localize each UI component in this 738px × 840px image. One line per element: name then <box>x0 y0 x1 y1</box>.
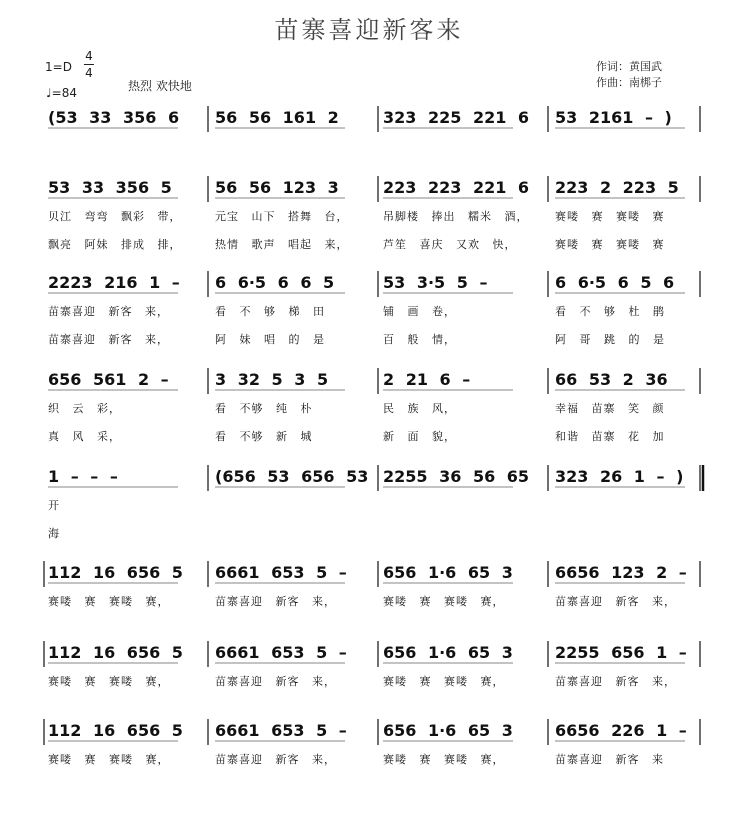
lyric-text: 苗寨喜迎 新客 来 <box>555 753 664 766</box>
measure-notes: 112 16 656 5 <box>48 563 183 582</box>
lyric-text: 热情 歌声 唱起 来， <box>215 238 349 251</box>
measure-notes: 656 561 2 – <box>48 370 169 389</box>
lyric-text: 看 不够 纯 朴 <box>215 402 313 415</box>
lyric-text: 元宝 山下 搭舞 台， <box>215 210 349 223</box>
lyric-text: 看 不 够 杜 鹃 <box>555 305 665 318</box>
measure-notes: (53 33 356 6 <box>48 108 180 127</box>
lyric-text: 真 风 采， <box>48 430 121 443</box>
lyric-text: 苗寨喜迎 新客 来， <box>48 305 169 318</box>
measure-notes: 2255 36 56 65 <box>383 467 530 486</box>
lyric-text: 苗寨喜迎 新客 来， <box>555 675 676 688</box>
lyric-text: 苗寨喜迎 新客 来， <box>48 333 169 346</box>
lyric-text: 织 云 彩， <box>48 402 121 415</box>
lyric-text: 贝江 弯弯 飘彩 带， <box>48 210 182 223</box>
measure-notes: 6 6·5 6 5 6 <box>555 273 675 292</box>
lyric-text: 赛喽 赛 赛喽 赛， <box>383 675 505 688</box>
measure-notes: 112 16 656 5 <box>48 643 183 662</box>
measure-notes: 223 2 223 5 <box>555 178 679 197</box>
lyric-text: 苗寨喜迎 新客 来， <box>215 675 336 688</box>
tempo-marking: ♩=84 <box>46 86 77 100</box>
measure-notes: 53 3·5 5 – <box>383 273 488 292</box>
measure-notes: 656 1·6 65 3 <box>383 643 513 662</box>
song-title: 苗寨喜迎新客来 <box>274 16 464 44</box>
measure-notes: 2255 656 1 – <box>555 643 687 662</box>
lyric-text: 海 <box>48 527 60 540</box>
time-signature-bottom: 4 <box>85 66 93 80</box>
lyric-text: 苗寨喜迎 新客 来， <box>215 753 336 766</box>
lyric-text: 新 面 貌， <box>383 430 456 443</box>
lyric-text: 赛喽 赛 赛喽 赛， <box>48 753 170 766</box>
measure-notes: 6656 123 2 – <box>555 563 687 582</box>
time-signature-top: 4 <box>85 49 93 63</box>
measure-notes: 6661 653 5 – <box>215 721 347 740</box>
measure-notes: 2 21 6 – <box>383 370 471 389</box>
measure-notes: 223 223 221 6 <box>383 178 530 197</box>
measure-notes: 66 53 2 36 <box>555 370 668 389</box>
lyric-text: 阿 哥 跳 的 是 <box>555 333 665 346</box>
measure-notes: 6661 653 5 – <box>215 643 347 662</box>
lyric-text: 苗寨喜迎 新客 来， <box>215 595 336 608</box>
lyric-text: 芦笙 喜庆 又欢 快， <box>383 238 517 251</box>
lyric-text: 铺 画 卷， <box>383 305 456 318</box>
lyric-text: 赛喽 赛 赛喽 赛， <box>383 753 505 766</box>
measure-notes: 323 26 1 – ) <box>555 467 684 486</box>
key-signature: 1=D <box>45 60 72 74</box>
lyric-text: 看 不 够 梯 田 <box>215 305 325 318</box>
measure-notes: 6656 226 1 – <box>555 721 687 740</box>
composer-credit: 作曲：南梆子 <box>596 76 662 89</box>
lyric-text: 百 般 情， <box>383 333 456 346</box>
expression-marking: 热烈 欢快地 <box>128 79 192 93</box>
lyric-text: 开 <box>48 499 60 512</box>
lyric-text: 赛喽 赛 赛喽 赛， <box>48 675 170 688</box>
measure-notes: 1 – – – <box>48 467 118 486</box>
lyric-text: 苗寨喜迎 新客 来， <box>555 595 676 608</box>
lyric-text: 赛喽 赛 赛喽 赛， <box>383 595 505 608</box>
lyric-text: 吊脚楼 捧出 糯米 酒， <box>383 210 529 223</box>
measure-notes: 6 6·5 6 6 5 <box>215 273 335 292</box>
lyric-text: 阿 妹 唱 的 是 <box>215 333 325 346</box>
measure-notes: 2223 216 1 – <box>48 273 180 292</box>
lyric-text: 赛喽 赛 赛喽 赛 <box>555 238 665 251</box>
measure-notes: 6661 653 5 – <box>215 563 347 582</box>
measure-notes: 112 16 656 5 <box>48 721 183 740</box>
lyric-text: 赛喽 赛 赛喽 赛， <box>48 595 170 608</box>
measure-notes: 53 2161 – ) <box>555 108 672 127</box>
measure-notes: 53 33 356 5 <box>48 178 172 197</box>
lyric-text: 看 不够 新 城 <box>215 430 313 443</box>
measure-notes: 656 1·6 65 3 <box>383 563 513 582</box>
measure-notes: 56 56 123 3 <box>215 178 339 197</box>
lyric-text: 民 族 风， <box>383 402 456 415</box>
measure-notes: 3 32 5 3 5 <box>215 370 329 389</box>
measure-notes: (656 53 656 53 <box>215 467 369 486</box>
measure-notes: 656 1·6 65 3 <box>383 721 513 740</box>
lyric-text: 赛喽 赛 赛喽 赛 <box>555 210 665 223</box>
lyric-text: 飘亮 阿妹 排成 排， <box>48 238 182 251</box>
measure-notes: 323 225 221 6 <box>383 108 530 127</box>
measure-notes: 56 56 161 2 <box>215 108 339 127</box>
lyricist-credit: 作词：黄国武 <box>596 60 662 73</box>
lyric-text: 和谐 苗寨 花 加 <box>555 430 665 443</box>
lyric-text: 幸福 苗寨 笑 颜 <box>555 402 665 415</box>
